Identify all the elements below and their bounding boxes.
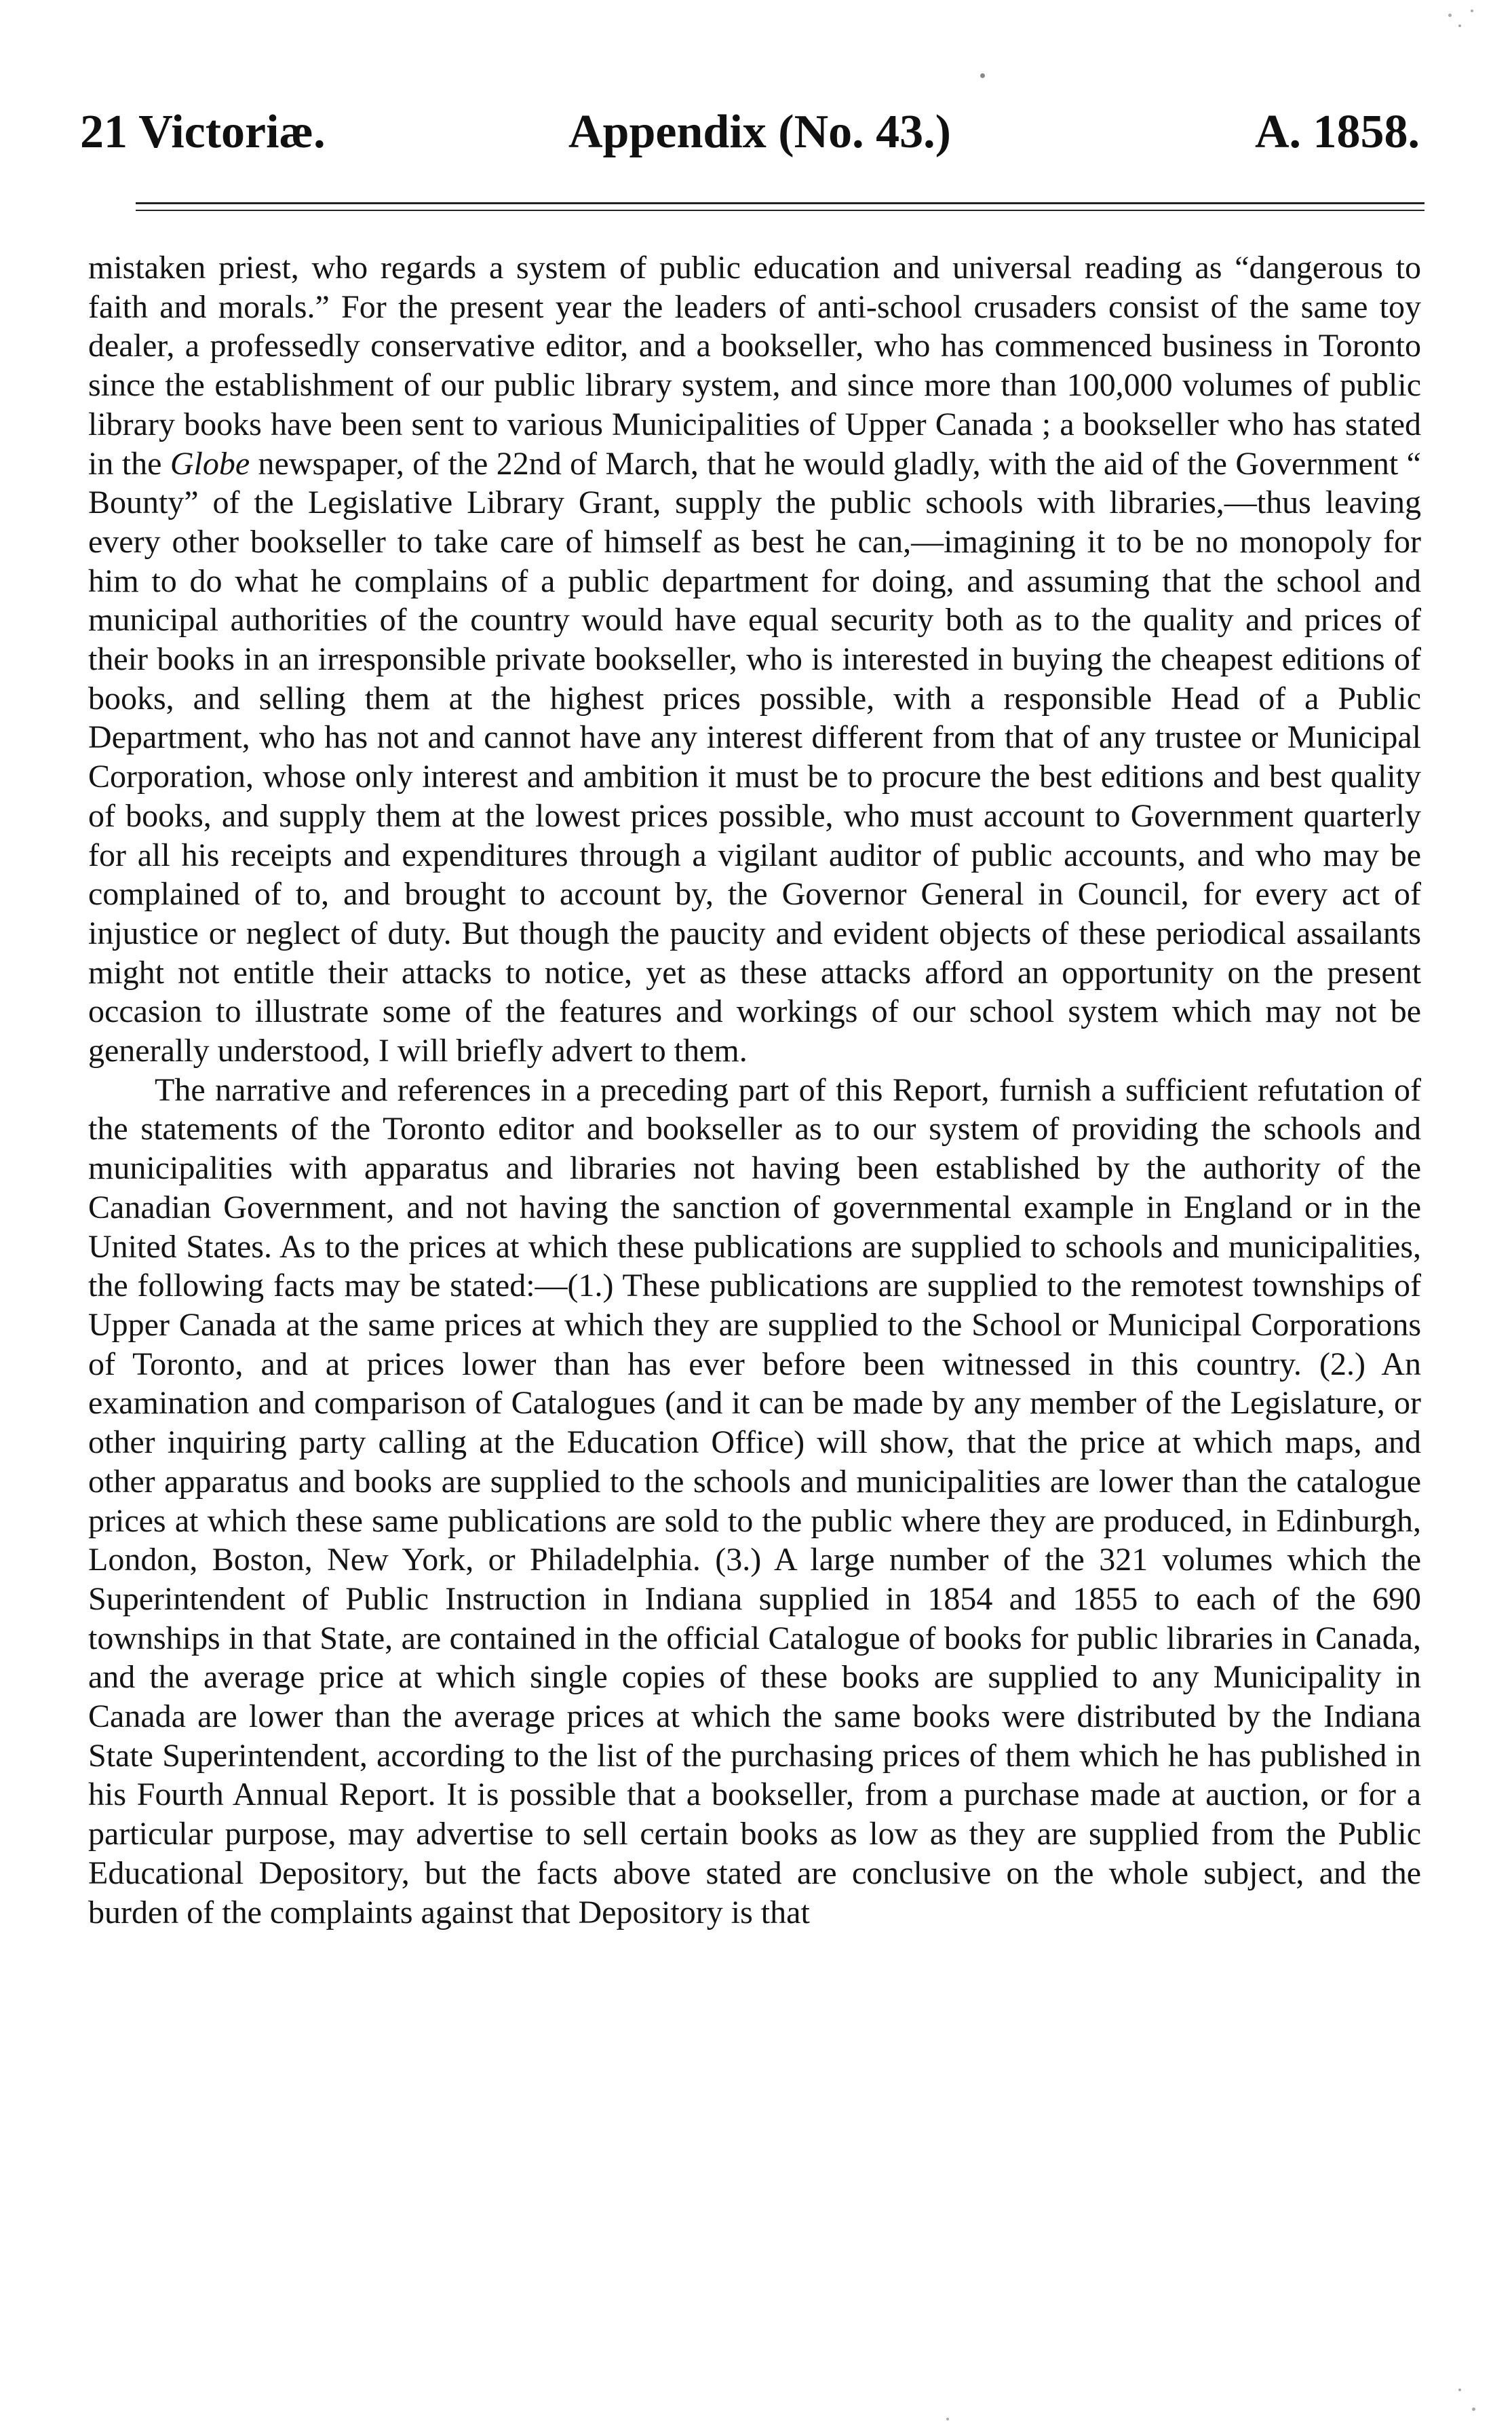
paragraph-1-text-a: mistaken priest, who regards a system of public education and universal reading as “dangerous to faith and morals.” For the present year the leaders of anti-school crusaders consist of the same toy dealer, a professedly conservative editor, and a bookseller, who has commenced business in Toronto since the establishment of our public library system, and since more than 100,000 volumes of public library books have been sent to various Municipalities of Upper Canada ; a bookseller who has stated in the (88, 250, 1421, 482)
print-speck (1448, 14, 1452, 17)
newspaper-title: Globe (170, 445, 250, 482)
print-speck (1472, 2408, 1475, 2411)
page-header (80, 102, 1420, 163)
print-speck (1471, 9, 1473, 12)
header-appendix-title: Appendix (No. 43.) (568, 106, 951, 158)
print-speck (946, 2418, 949, 2420)
header-year: A. 1858. (1254, 106, 1420, 158)
header-rule-bottom (136, 210, 1424, 211)
paragraph-1-text-b: newspaper, of the 22nd of March, that he would gladly, with the aid of the Government “ Bounty” of the Legislative Library Grant, supply the public schools with libraries,—thus leaving every other bookseller to take care of himself as best he can,—imagining it to be no monopoly for him to do what he complains of a public department for doing, and assuming that the school and municipal authorities of the country would have equal security both as to the quality and prices of their books in an irresponsible private bookseller, who is interested in buying the cheapest editions of books, and selling them at the highest prices possible, with a responsible Head of a Public Department, who has not and cannot have any interest different from that of any trustee or Municipal Corporation, whose only interest and ambition it must be to procure the best editions and best quality of books, and supply them at the lowest prices possible, who must account to Government quarterly for all his receipts and expenditures through a vigilant auditor of public accounts, and who may be complained of to, and brought to account by, the Governor General in Council, for every act of injustice or neglect of duty. But though the paucity and evident objects of these periodical assailants might not entitle their attacks to notice, yet as these attacks afford an opportunity on the present occasion to illustrate some of the features and workings of our school system which may not be generally understood, I will briefly advert to them. (88, 445, 1421, 1069)
paragraph-2: The narrative and references in a preceding part of this Report, furnish a sufficient refutation of the statements of the Toronto editor and bookseller as to our system of providing the schools and municipalities with apparatus and libraries not having been established by the authority of the Canadian Government, and not having the sanction of governmental example in England or in the United States. As to the prices at which these publications are supplied to schools and municipalities, the following facts may be stated:—(1.) These publications are supplied to the remotest townships of Upper Canada at the same prices at which they are supplied to the School or Municipal Corporations of Toronto, and at prices lower than has ever before been witnessed in this country. (2.) An examination and comparison of Catalogues (and it can be made by any member of the Legislature, or other inquiring party calling at the Education Office) will show, that the price at which maps, and other apparatus and books are supplied to the schools and municipalities are lower than the catalogue prices at which these same publications are sold to the public where they are produced, in Edinburgh, London, Boston, New York, or Philadelphia. (3.) A large number of the 321 volumes which the Superintendent of Public Instruction in Indiana supplied in 1854 and 1855 to each of the 690 townships in that State, are contained in the official Catalogue of books for public libraries in Canada, and the average price at which single copies of these books are supplied to any Municipality in Canada are lower than the average prices at which the same books were distributed by the Indiana State Superintendent, according to the list of the purchasing prices of them which he has published in his Fourth Annual Report. It is possible that a bookseller, from a purchase made at auction, or for a particular purpose, may advertise to sell certain books as low as they are supplied from the Public Educational Depository, but the facts above stated are conclusive on the whole subject, and the burden of the complaints against that Depository is that (88, 1071, 1421, 1930)
print-speck (980, 73, 985, 78)
header-session: 21 Victoriæ. (80, 106, 326, 158)
paragraph-continued (88, 248, 1421, 1071)
print-speck (1458, 24, 1461, 27)
body-text (88, 248, 1421, 1932)
header-rule-top (136, 202, 1424, 204)
print-speck (1458, 2389, 1461, 2391)
